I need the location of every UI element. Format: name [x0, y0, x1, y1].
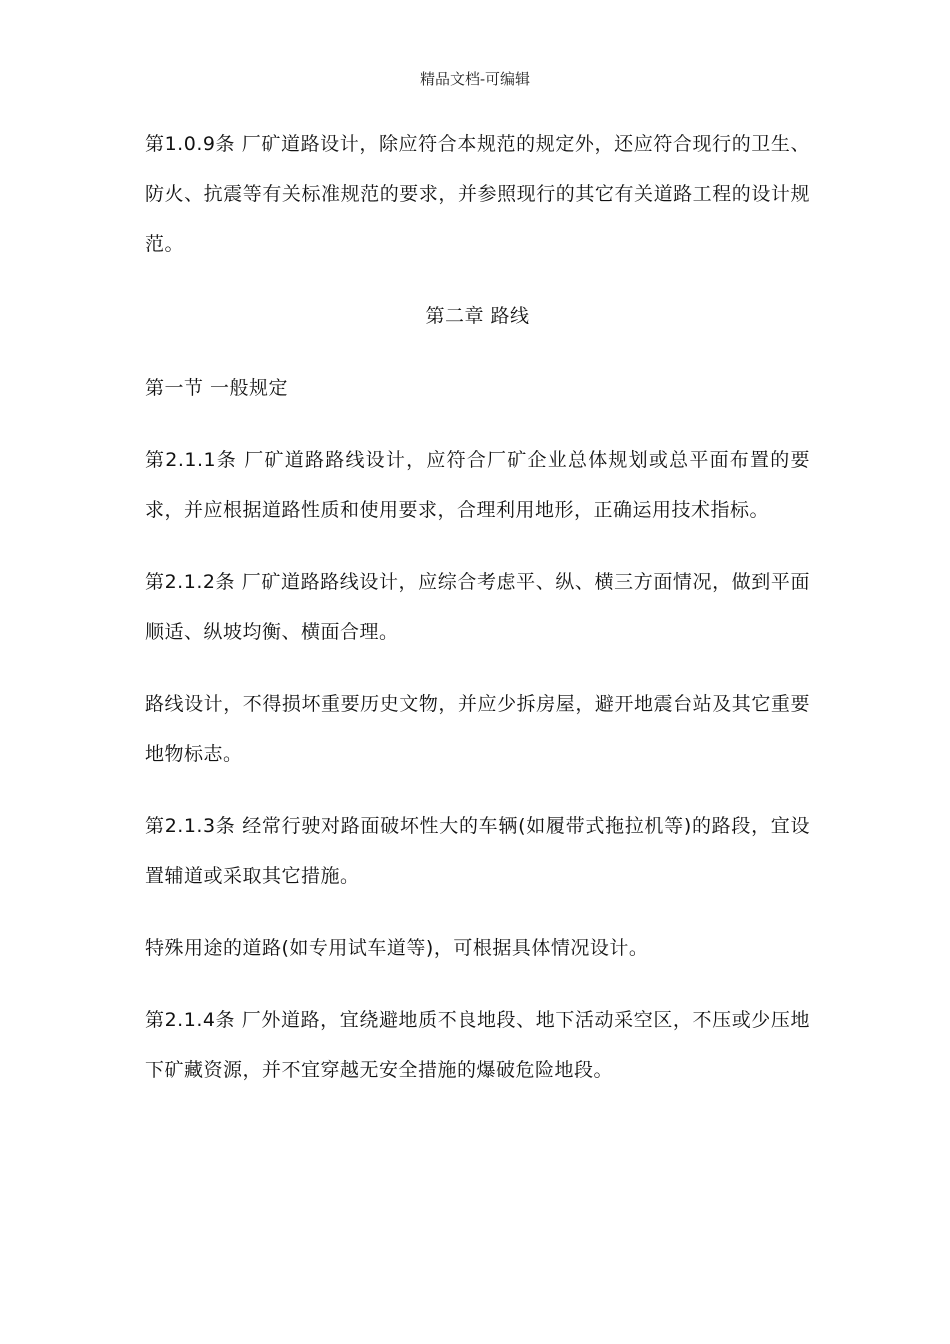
paragraph-article-1-0-9: 第1.0.9条 厂矿道路设计，除应符合本规范的规定外，还应符合现行的卫生、防火、抗震等有关标准规范的要求，并参照现行的其它有关道路工程的设计规范。	[145, 133, 810, 255]
page-header: 精品文档-可编辑	[419, 70, 531, 88]
chapter-heading: 第二章 路线	[425, 305, 530, 327]
paragraph-special-roads: 特殊用途的道路(如专用试车道等)，可根据具体情况设计。	[145, 937, 649, 959]
paragraph-article-2-1-1: 第2.1.1条 厂矿道路路线设计，应符合厂矿企业总体规划或总平面布置的要求，并应根据道路性质和使用要求，合理利用地形，正确运用技术指标。	[145, 449, 810, 521]
paragraph-article-2-1-4: 第2.1.4条 厂外道路，宜绕避地质不良地段、地下活动采空区，不压或少压地下矿藏资源，并不宜穿越无安全措施的爆破危险地段。	[145, 1009, 810, 1081]
document-body	[145, 119, 810, 1117]
paragraph-article-2-1-3: 第2.1.3条 经常行驶对路面破坏性大的车辆(如履带式拖拉机等)的路段，宜设置辅道或采取其它措施。	[145, 815, 810, 887]
paragraph-route-design: 路线设计，不得损坏重要历史文物，并应少拆房屋，避开地震台站及其它重要地物标志。	[145, 693, 810, 765]
section-heading: 第一节 一般规定	[145, 377, 289, 399]
paragraph-article-2-1-2: 第2.1.2条 厂矿道路路线设计，应综合考虑平、纵、横三方面情况，做到平面顺适、纵坡均衡、横面合理。	[145, 571, 810, 643]
